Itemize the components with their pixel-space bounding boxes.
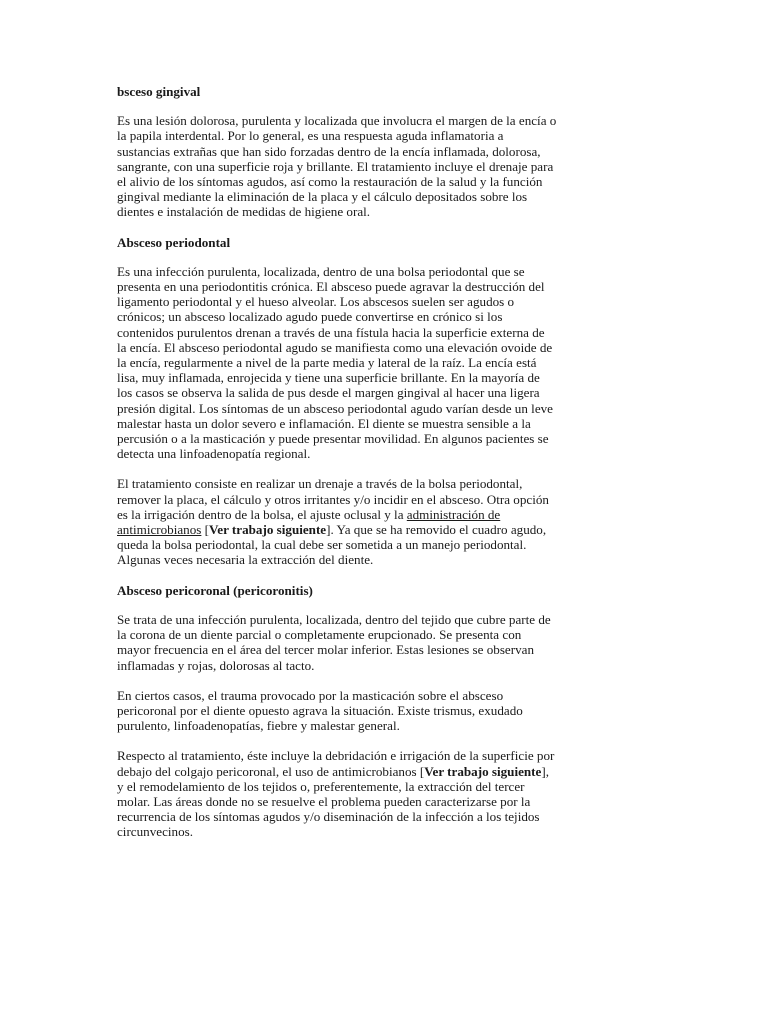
document-page (117, 84, 557, 855)
ver-trabajo-siguiente-ref-2: Ver trabajo siguiente (424, 763, 542, 779)
paragraph-pericoronal-trauma: En ciertos casos, el trauma provocado por la masticación sobre el absceso pericoronal por el diente opuesto agrava la situación. Existe trismus, exudado purulento, linfoadenopatías, fiebre y malestar general. (117, 687, 523, 734)
pericoronal-treatment-end: ], y el remodelamiento de los tejidos o, preferentemente, la extracción del tercer molar. Las áreas donde no se resuelve el problema pueden caracterizarse por la recurrencia de los síntomas agudos y/o diseminación de la infección a los tejidos circunvecinos. (117, 763, 549, 840)
paragraph-absceso-gingival: Es una lesión dolorosa, purulenta y localizada que involucra el margen de la encía o la papila interdental. Por lo general, es una respuesta aguda inflamatoria a sustancias extrañas que han sido forzadas dentro de la encía inflamada, dolorosa, sangrante, con una superficie roja y brillante. El tratamiento incluye el drenaje para el alivio de los síntomas agudos, así como la restauración de la salud y la función gingival mediante la eliminación de la placa y el cálculo depositados sobre los dientes e instalación de medidas de higiene oral. (117, 113, 557, 220)
heading-absceso-gingival: bsceso gingival (117, 84, 201, 99)
heading-absceso-periodontal: Absceso periodontal (117, 234, 231, 250)
paragraph-periodontal-treatment (117, 476, 557, 567)
paragraph-pericoronal-treatment (117, 748, 557, 839)
antimicrobianos-link[interactable]: administración de antimicrobianos (117, 506, 501, 538)
ver-trabajo-siguiente-ref: Ver trabajo siguiente (209, 522, 327, 538)
paragraph-periodontal-description: Es una infección purulenta, localizada, dentro de una bolsa periodontal que se presenta en una periodontitis crónica. El absceso puede agravar la destrucción del ligamento periodontal y el hueso alveolar. Los abscesos suelen ser agudos o crónicos; un absceso localizado agudo puede convertirse en crónico si los contenidos purulentos drenan a través de una fístula hacia la superficie externa de la encía. El absceso periodontal agudo se manifiesta como una elevación ovoide de la encía, regularmente a nivel de la parte media y lateral de la raíz. La encía está lisa, muy inflamada, enrojecida y tiene una superficie brillante. En la mayoría de los casos se observa la salida de pus desde el margen gingival al hacer una ligera presión digital. Los síntomas de un absceso periodontal agudo varían desde un leve malestar hasta un dolor severo e inflamación. El diente se muestra sensible a la percusión o a la masticación y puede presentar movilidad. En algunos pacientes se detecta una linfoadenopatía regional. (117, 263, 553, 462)
paragraph-pericoronal-description: Se trata de una infección purulenta, localizada, dentro del tejido que cubre parte de la corona de un diente parcial o completamente erupcionado. Se presenta con mayor frecuencia en el área del tercer molar inferior. Estas lesiones se observan inflamadas y rojas, dolorosas al tacto. (117, 611, 551, 673)
treatment-text-start: El tratamiento consiste en realizar un drenaje a través de la bolsa periodontal, remover la placa, el cálculo y otros irritantes y/o incidir en el absceso. Otra opción es la irrigación dentro de la bolsa, el ajuste oclusal y la (117, 476, 549, 522)
treatment-text-end: ]. Ya que se ha removido el cuadro agudo, queda la bolsa periodontal, la cual debe ser sometida a un manejo periodontal. Algunas veces necesaria la extracción del diente. (117, 522, 547, 568)
pericoronal-treatment-start: Respecto al tratamiento, éste incluye la debridación e irrigación de la superficie por debajo del colgajo pericoronal, el uso de antimicrobianos [ (117, 748, 555, 779)
heading-absceso-pericoronal: Absceso pericoronal (pericoronitis) (117, 582, 313, 598)
bracket-open: [ (201, 522, 210, 538)
